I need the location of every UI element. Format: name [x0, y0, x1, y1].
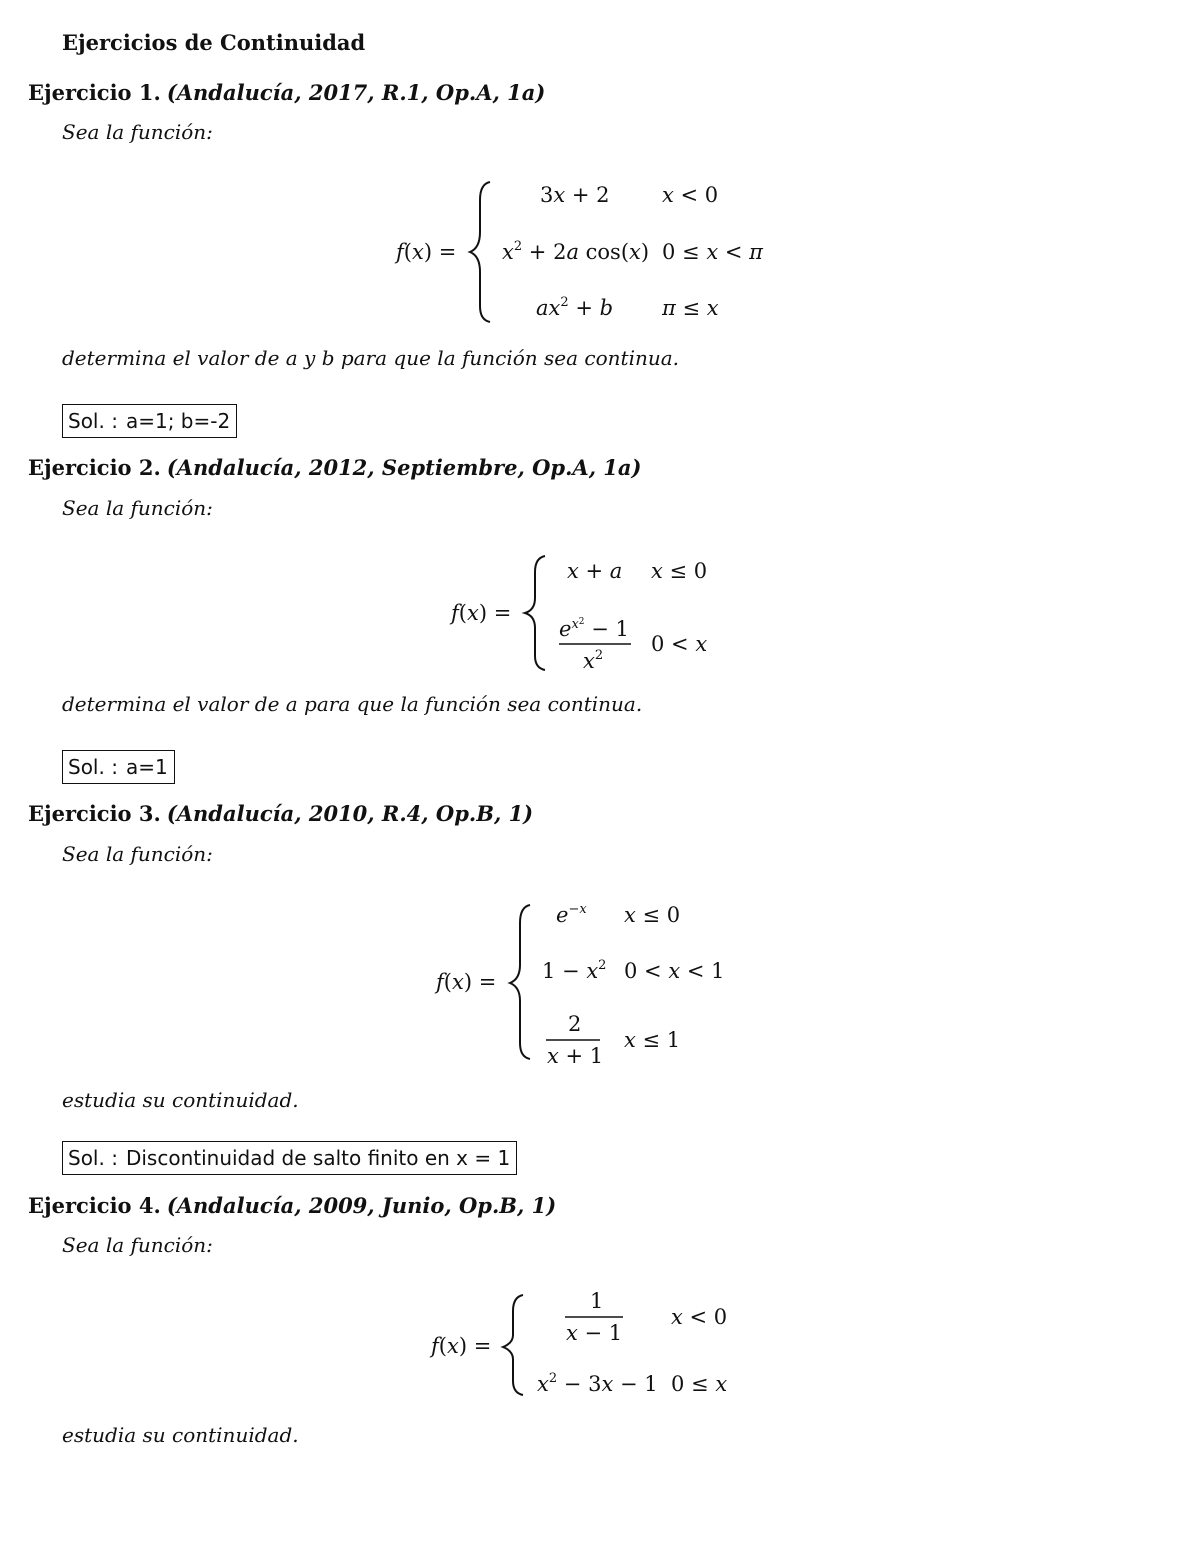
left-brace [510, 905, 530, 1059]
exercise-1-solution-box [62, 404, 237, 438]
exercise-3-label: Ejercicio 3. [28, 801, 161, 826]
exercise-3-heading [28, 801, 533, 826]
exercise-4-heading [28, 1193, 556, 1218]
exercise-1-function [380, 172, 800, 332]
exercise-3-piece-3-denominator: x + 1 [547, 1044, 604, 1068]
exercise-4-piece-2: $x^2 - 3x - 1$ [537, 1371, 658, 1396]
exercise-2-intro: Sea la función: [62, 496, 213, 520]
exercise-4-label: Ejercicio 4. [28, 1193, 161, 1218]
exercise-3-function-lhs: f(x) = [436, 970, 497, 994]
exercise-3-piece-1: e−x [556, 902, 587, 927]
exercise-3-cond-3: x ≤ 1 [624, 1028, 681, 1052]
left-brace [525, 556, 545, 670]
exercise-4-function [415, 1285, 755, 1405]
exercise-4-function-lhs: f(x) = [431, 1334, 492, 1358]
exercise-2-function-lhs: f(x) = [451, 601, 512, 625]
exercise-3-task: estudia su continuidad. [62, 1088, 299, 1112]
exercise-4-source: (Andalucía, 2009, Junio, Op.B, 1) [166, 1193, 557, 1218]
exercise-1-solution-value: a=1; b=-2 [125, 409, 231, 433]
solution-label: Sol. : [68, 755, 118, 779]
exercise-1-cond-2: 0 ≤ x < π [662, 240, 763, 264]
exercise-2-task: determina el valor de a para que la función sea continua. [62, 692, 643, 716]
exercise-1-task: determina el valor de a y b para que la función sea continua. [62, 346, 680, 370]
exercise-2-source: (Andalucía, 2012, Septiembre, Op.A, 1a) [166, 455, 642, 480]
left-brace [503, 1295, 523, 1395]
exercise-2-label: Ejercicio 2. [28, 455, 161, 480]
exercise-4-cond-1: x < 0 [671, 1305, 728, 1329]
solution-label: Sol. : [68, 1146, 118, 1170]
exercise-3-cond-1: x ≤ 0 [624, 903, 681, 927]
exercise-1-cond-3: π ≤ x [662, 296, 719, 320]
exercise-3-source: (Andalucía, 2010, R.4, Op.B, 1) [166, 801, 534, 826]
exercise-3-intro: Sea la función: [62, 842, 213, 866]
exercise-4-task: estudia su continuidad. [62, 1423, 299, 1447]
exercise-3-solution-value: Discontinuidad de salto finito en x = 1 [125, 1146, 511, 1170]
exercise-2-cond-2: 0 < x [651, 632, 708, 656]
exercise-3-piece-3-numerator: 2 [568, 1012, 582, 1036]
exercise-3-cond-2: 0 < x < 1 [624, 959, 725, 983]
exercise-1-label: Ejercicio 1. [28, 80, 161, 105]
exercise-2-cond-1: x ≤ 0 [651, 559, 708, 583]
solution-label: Sol. : [68, 409, 118, 433]
exercise-3-piece-2: $1 - x^2$ [542, 958, 607, 983]
document-title: Ejercicios de Continuidad [62, 30, 366, 55]
exercise-1-cond-1: x < 0 [662, 183, 719, 207]
exercise-1-piece-3: $ax^2 + b$ [536, 295, 614, 320]
left-brace [470, 182, 490, 322]
exercise-2-solution-value: a=1 [125, 755, 168, 779]
exercise-2-piece-2-denominator: $x^2$ [583, 648, 604, 673]
exercise-3-function [420, 895, 760, 1075]
exercise-1-source: (Andalucía, 2017, R.1, Op.A, 1a) [166, 80, 546, 105]
exercise-2-function [435, 548, 755, 678]
exercise-4-piece-1-denominator: x − 1 [566, 1321, 623, 1345]
exercise-4-piece-1-numerator: 1 [590, 1289, 604, 1313]
exercise-2-piece-1: x + a [567, 559, 623, 583]
exercise-2-heading [28, 455, 641, 480]
exercise-4-cond-2: 0 ≤ x [671, 1372, 728, 1396]
exercise-4-intro: Sea la función: [62, 1233, 213, 1257]
exercise-1-piece-1: 3x + 2 [540, 183, 610, 207]
exercise-2-piece-2-numerator: $e^x2 - 1$ [559, 617, 629, 641]
exercise-3-solution-box [62, 1141, 517, 1175]
exercise-1-heading [28, 80, 545, 105]
exercise-1-function-lhs: f(x) = [396, 240, 457, 264]
exercise-1-intro: Sea la función: [62, 120, 213, 144]
exercise-2-solution-box [62, 750, 175, 784]
exercise-1-piece-2: $x^2 + 2a$ cos(x) [502, 239, 650, 264]
